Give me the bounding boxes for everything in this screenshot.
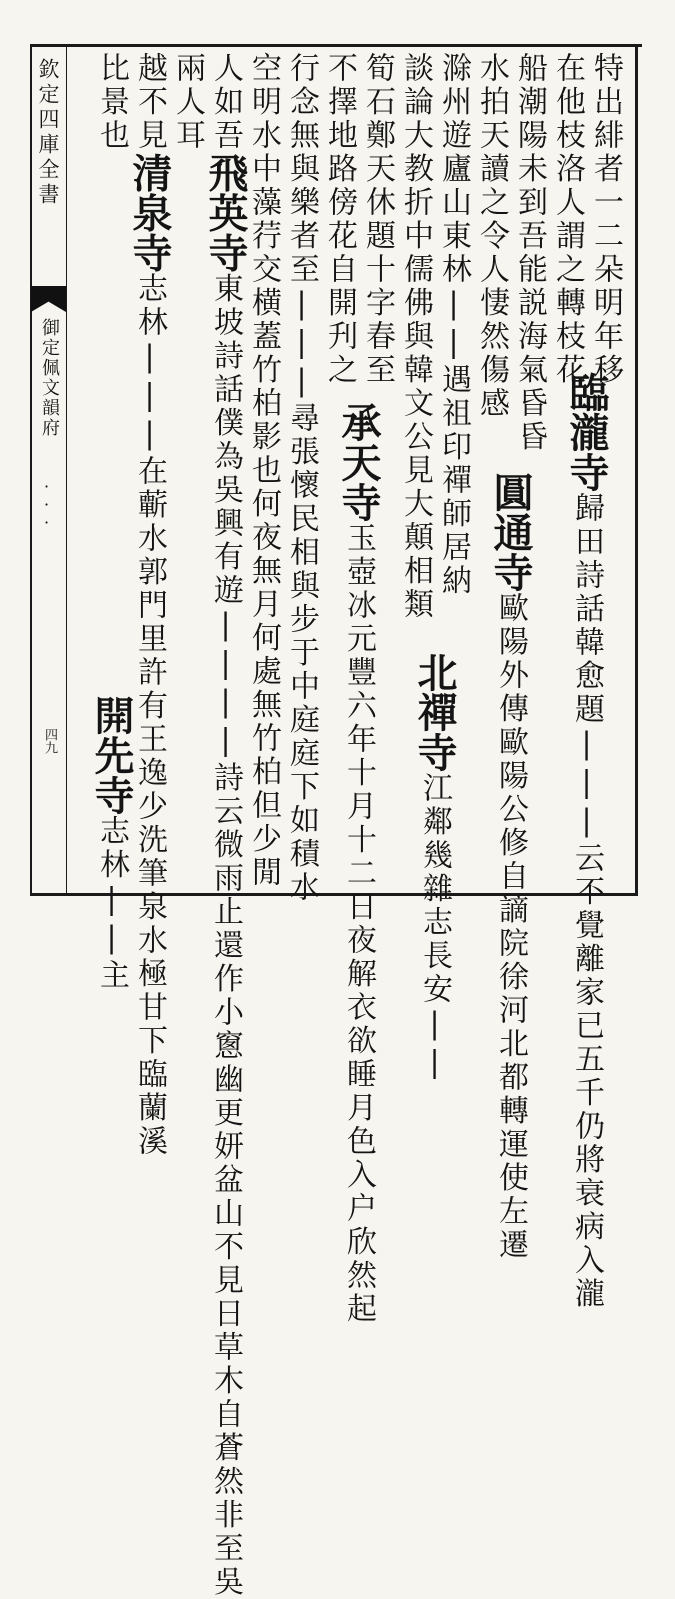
column-text: 水拍天讀之令人悽然傷感 — [474, 52, 509, 421]
column-text: 志林|||在蘄水郭門里許有王逸少洗筆泉水極甘下臨蘭溪 — [132, 273, 167, 1159]
text-column-9 — [281, 52, 321, 897]
column-text: 東坡詩話僕為吳興有遊||||詩云微雨止還作小窻幽更妍盆山不見日草木自蒼然非至吳 — [208, 273, 243, 1599]
text-column-12 — [167, 52, 207, 897]
text-column-11 — [205, 52, 245, 897]
gutter-dots: · · · — [44, 478, 49, 532]
column-text: 在他枝洛人謂之轉枝花 — [550, 52, 585, 387]
column-text: 筍石鄭天休題十字春至 — [360, 52, 395, 387]
column-text: 滁州遊廬山東林||遇祖印禪師居納 — [436, 52, 471, 598]
book-series-title: 欽定四庫全書 — [31, 58, 65, 208]
column-text: 江鄰幾雜志長安|| — [417, 772, 452, 1084]
column-text: 兩人耳 — [170, 52, 205, 153]
column-text: 船潮陽未到吾能説海氣昏昏 — [512, 52, 547, 454]
column-text: 歸田詩話韓愈題|||云不覺離家已五千仍將衰病入瀧 — [569, 492, 604, 1311]
column-text: 玉壺冰元豐六年十月十二日夜解衣欲睡月色入户欣然起 — [341, 522, 376, 1326]
heading-feiying-temple: 飛英寺 — [202, 153, 249, 273]
column-text: 談論大教折中儒佛與韓文公見大顛相類 — [398, 52, 433, 622]
text-column-kaixian — [91, 695, 131, 895]
page-number: 四九 — [38, 728, 60, 754]
frame-right-border — [635, 44, 638, 896]
text-column-chengtian — [338, 402, 378, 892]
column-text: 空明水中藻荇交横蓋竹柏影也何夜無月何處無竹柏但少閒 — [246, 52, 281, 890]
column-text: 不擇地路傍花自開刋之 — [322, 52, 357, 387]
heading-chengtian-temple: 承天寺 — [335, 402, 382, 522]
fish-tail-mark — [31, 286, 66, 312]
text-column-beichan — [414, 652, 454, 892]
heading-linlong-temple: 臨瀧寺 — [563, 372, 610, 492]
heading-qingquan-temple: 清泉寺 — [126, 153, 173, 273]
column-text: 越不見 — [132, 52, 167, 153]
column-text: 行念無與樂者至|||尋張懷民相與步于中庭庭下如積水 — [284, 52, 319, 905]
column-text: 志林||主 — [94, 815, 129, 993]
column-text: 人如吾 — [208, 52, 243, 153]
heading-kaixian-temple: 開先寺 — [88, 695, 135, 815]
column-text: 特出緋者一二朵明年移 — [588, 52, 623, 387]
column-text: 歐陽外傳歐陽公修自謫院徐河北都轉運使左遷 — [493, 592, 528, 1262]
heading-beichan-temple: 北禪寺 — [411, 652, 458, 772]
text-column-13 — [129, 52, 169, 897]
text-column-yuantong — [490, 472, 530, 892]
text-column-linlong — [566, 372, 606, 892]
fold-line — [66, 44, 67, 894]
book-title: 御定佩文韻府 — [34, 318, 64, 438]
heading-yuantong-temple: 圓通寺 — [487, 472, 534, 592]
column-text: 比景也 — [94, 52, 129, 153]
frame-top-border — [30, 44, 642, 47]
text-column-10 — [243, 52, 283, 897]
